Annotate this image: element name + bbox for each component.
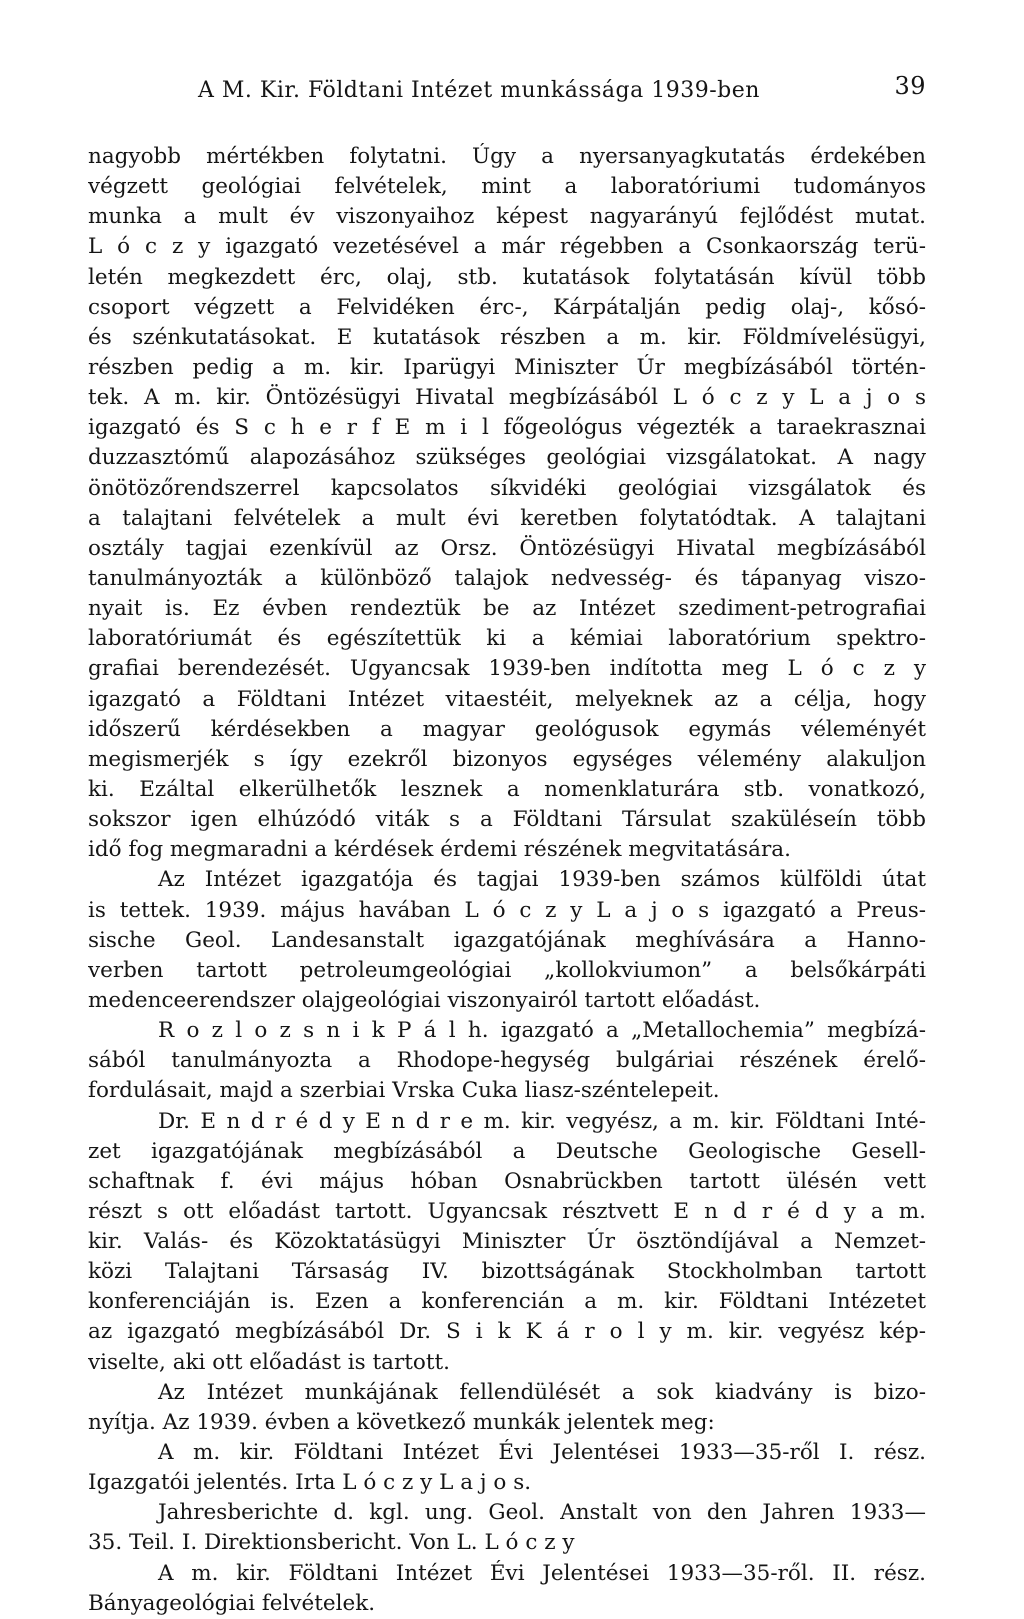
text-line: kir. Valás- és Közoktatásügyi Miniszter Úr ösztöndíjával a Nemzet- (88, 1229, 926, 1255)
text-line: Az Intézet munkájának fellendülését a sok kiadvány is bizo- (158, 1379, 926, 1405)
text-line: végzett geológiai felvételek, mint a laboratóriumi tudományos (88, 174, 926, 200)
text-line: tek. A m. kir. Öntözésügyi Hivatal megbízásából L ó c z y L a j o s (88, 385, 926, 411)
text-line: Igazgatói jelentés. Irta L ó c z y L a j o s. (88, 1470, 532, 1496)
text-line: idő fog megmaradni a kérdések érdemi részének megvitatására. (88, 837, 791, 863)
page-number: 39 (894, 72, 926, 100)
text-line: letén megkezdett érc, olaj, stb. kutatások folytatásán kívül több (88, 264, 926, 290)
text-line: Jahresberichte d. kgl. ung. Geol. Anstalt von den Jahren 1933— (158, 1500, 926, 1526)
text-line: fordulásait, majd a szerbiai Vrska Cuka liasz-széntelepeit. (88, 1078, 720, 1104)
running-head: A M. Kir. Földtani Intézet munkássága 1939-ben (198, 78, 760, 103)
text-line: viselte, aki ott előadást is tartott. (88, 1349, 450, 1375)
text-line: munka a mult év viszonyaihoz képest nagyarányú fejlődést mutat. (88, 204, 926, 230)
text-line: csoport végzett a Felvidéken érc-, Kárpátalján pedig olaj-, kősó- (88, 294, 926, 320)
text-line: A m. kir. Földtani Intézet Évi Jelentései 1933—35-ről. II. rész. (158, 1560, 926, 1586)
page-header (88, 72, 926, 108)
text-line: közi Talajtani Társaság IV. bizottságának Stockholmban tartott (88, 1259, 926, 1285)
text-line: medenceerendszer olajgeológiai viszonyairól tartott előadást. (88, 987, 761, 1013)
text-line: igazgató a Földtani Intézet vitaestéit, melyeknek az a célja, hogy (88, 686, 926, 712)
text-line: tanulmányozták a különböző talajok nedvesség- és tápanyag viszo- (88, 565, 926, 591)
text-line: nyait is. Ez évben rendeztük be az Intézet szediment-petrografiai (88, 596, 926, 622)
text-line: időszerű kérdésekben a magyar geológusok egymás véleményét (88, 716, 926, 742)
text-line: sische Geol. Landesanstalt igazgatójának meghívására a Hanno- (88, 927, 926, 953)
text-line: sokszor igen elhúzódó viták s a Földtani Társulat szaküléseín több (88, 807, 926, 833)
text-line: részben pedig a m. kir. Iparügyi Miniszter Úr megbízásából történ- (88, 354, 926, 380)
text-line: Dr. E n d r é d y E n d r e m. kir. vegyész, a m. kir. Földtani Inté- (158, 1108, 926, 1134)
text-line: laboratóriumát és egészítettük ki a kémiai laboratórium spektro- (88, 626, 926, 652)
text-line: grafiai berendezését. Ugyancsak 1939-ben indította meg L ó c z y (88, 656, 926, 682)
body-text (88, 142, 926, 1619)
text-line: verben tartott petroleumgeológiai „kollokviumon” a belsőkárpáti (88, 957, 926, 983)
text-line: ki. Ezáltal elkerülhetők lesznek a nomenklaturára stb. vonatkozó, (88, 776, 926, 802)
text-line: nyítja. Az 1939. évben a következő munkák jelentek meg: (88, 1409, 715, 1435)
text-line: Bányageológiai felvételek. (88, 1590, 376, 1616)
text-line: megismerjék s így ezekről bizonyos egységes vélemény alakuljon (88, 746, 926, 772)
text-line: osztály tagjai ezenkívül az Orsz. Öntözésügyi Hivatal megbízásából (88, 535, 926, 561)
text-line: schaftnak f. évi május hóban Osnabrückben tartott ülésén vett (88, 1168, 926, 1194)
text-line: az igazgató megbízásából Dr. S i k K á r o l y m. kir. vegyész kép- (88, 1319, 926, 1345)
text-line: önötözőrendszerrel kapcsolatos síkvidéki geológiai vizsgálatok és (88, 475, 926, 501)
text-line: 35. Teil. I. Direktionsbericht. Von L. L ó c z y (88, 1530, 575, 1556)
text-line: konferenciáján is. Ezen a konferencián a m. kir. Földtani Intézetet (88, 1289, 926, 1315)
text-line: duzzasztómű alapozásához szükséges geológiai vizsgálatokat. A nagy (88, 445, 926, 471)
text-line: A m. kir. Földtani Intézet Évi Jelentései 1933—35-ről I. rész. (158, 1440, 926, 1466)
text-line: L ó c z y igazgató vezetésével a már régebben a Csonkaország terü- (88, 234, 926, 260)
text-line: zet igazgatójának megbízásából a Deutsche Geologische Gesell- (88, 1138, 926, 1164)
text-line: is tettek. 1939. május havában L ó c z y L a j o s igazgató a Preus- (88, 897, 926, 923)
text-line: igazgató és S c h e r f E m i l főgeológus végezték a taraekrasznai (88, 415, 926, 441)
text-line: nagyobb mértékben folytatni. Úgy a nyersanyagkutatás érdekében (88, 144, 926, 169)
text-line: R o z l o z s n i k P á l h. igazgató a „Metallochemia” megbízá- (158, 1018, 926, 1044)
text-line: sából tanulmányozta a Rhodope-hegység bulgáriai részének érelő- (88, 1048, 926, 1074)
text-line: és szénkutatásokat. E kutatások részben a m. kir. Földmívelésügyi, (88, 324, 926, 350)
text-line: Az Intézet igazgatója és tagjai 1939-ben számos külföldi útat (158, 867, 926, 893)
text-line: részt s ott előadást tartott. Ugyancsak résztvett E n d r é d y a m. (88, 1198, 926, 1224)
text-line: a talajtani felvételek a mult évi keretben folytatódtak. A talajtani (88, 505, 926, 531)
document-page (88, 0, 926, 1616)
